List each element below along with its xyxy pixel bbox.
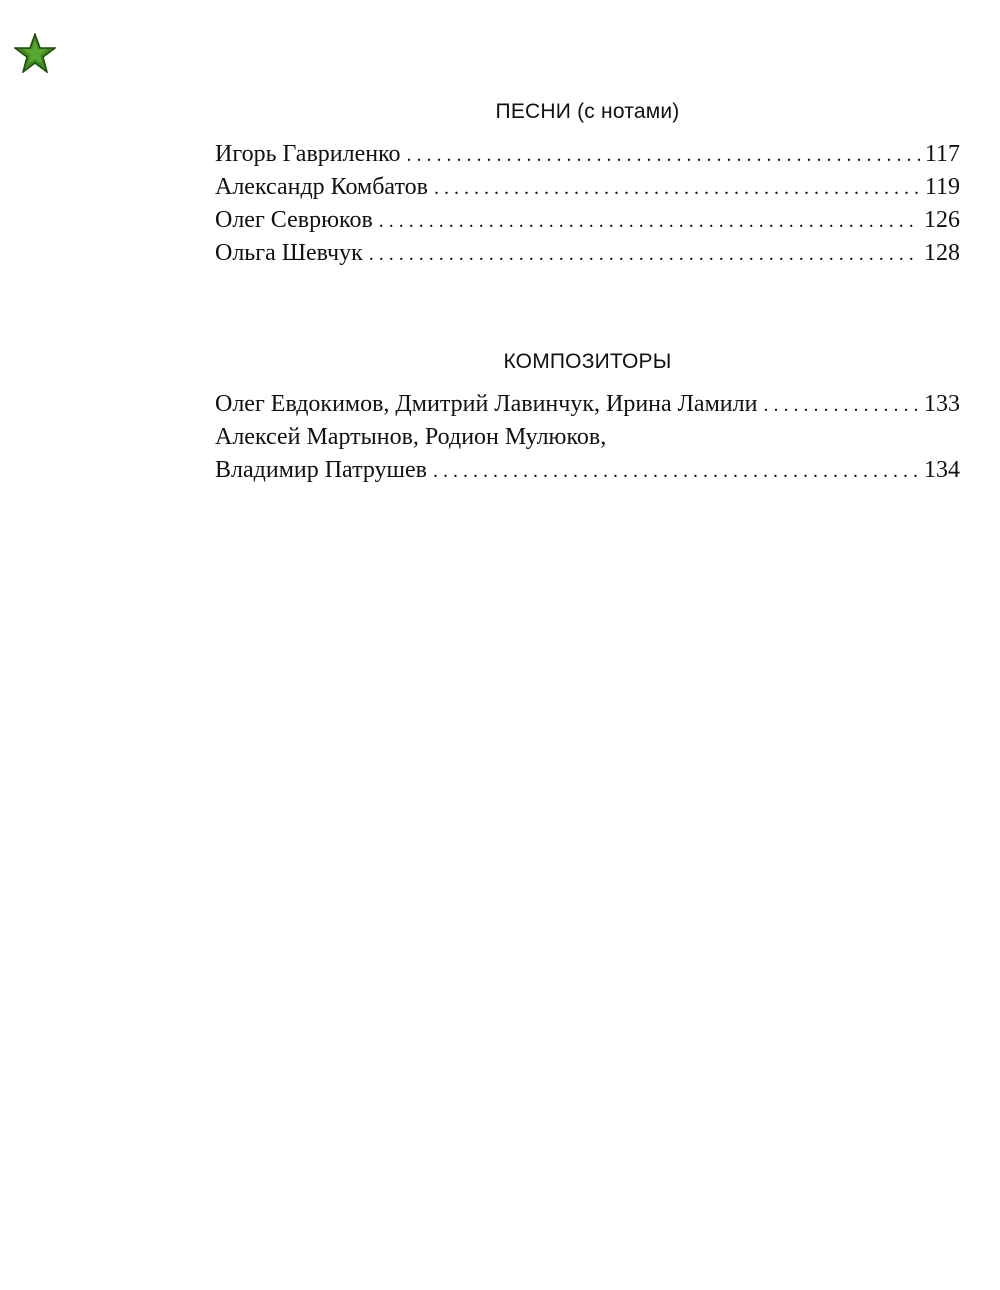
- toc-entry-name-line: Алексей Мартынов, Родион Мулюков,: [215, 424, 607, 450]
- songs-section: [215, 100, 960, 270]
- toc-page-number: 128: [924, 240, 960, 266]
- toc-entry[interactable]: [215, 138, 960, 171]
- toc-entry-multiline[interactable]: [215, 421, 960, 487]
- star-icon: [14, 33, 56, 73]
- composers-section: [215, 350, 960, 487]
- toc-leader-dots: [369, 238, 920, 271]
- toc-leader-dots: [433, 455, 920, 488]
- toc-entry-name: Олег Севрюков: [215, 207, 373, 233]
- songs-section-title: ПЕСНИ (с нотами): [495, 100, 680, 123]
- toc-leader-dots: [763, 389, 920, 422]
- toc-page-number: 126: [924, 207, 960, 233]
- toc-entry[interactable]: [215, 237, 960, 270]
- toc-page-number: 117: [924, 141, 960, 167]
- toc-entry-name: Ольга Шевчук: [215, 240, 363, 266]
- toc-entry-name-line: Владимир Патрушев: [215, 457, 428, 483]
- toc-entry-name: Олег Евдокимов, Дмитрий Лавинчук, Ирина Ламили: [215, 391, 758, 417]
- toc-entry-last-line: [215, 454, 960, 487]
- composers-toc-list: [215, 388, 960, 487]
- toc-entry[interactable]: [215, 204, 960, 237]
- toc-entry-name: Игорь Гавриленко: [215, 141, 401, 167]
- toc-entry[interactable]: [215, 388, 960, 421]
- toc-entry[interactable]: [215, 171, 960, 204]
- toc-page-number: 134: [924, 457, 960, 483]
- composers-section-title: КОМПОЗИТОРЫ: [503, 350, 672, 373]
- toc-leader-dots: [379, 205, 920, 238]
- toc-leader-dots: [407, 139, 921, 172]
- toc-page-number: 119: [924, 174, 960, 200]
- toc-page-number: 133: [924, 391, 960, 417]
- toc-leader-dots: [434, 172, 921, 205]
- songs-toc-list: [215, 138, 960, 270]
- toc-entry-name: Александр Комбатов: [215, 174, 428, 200]
